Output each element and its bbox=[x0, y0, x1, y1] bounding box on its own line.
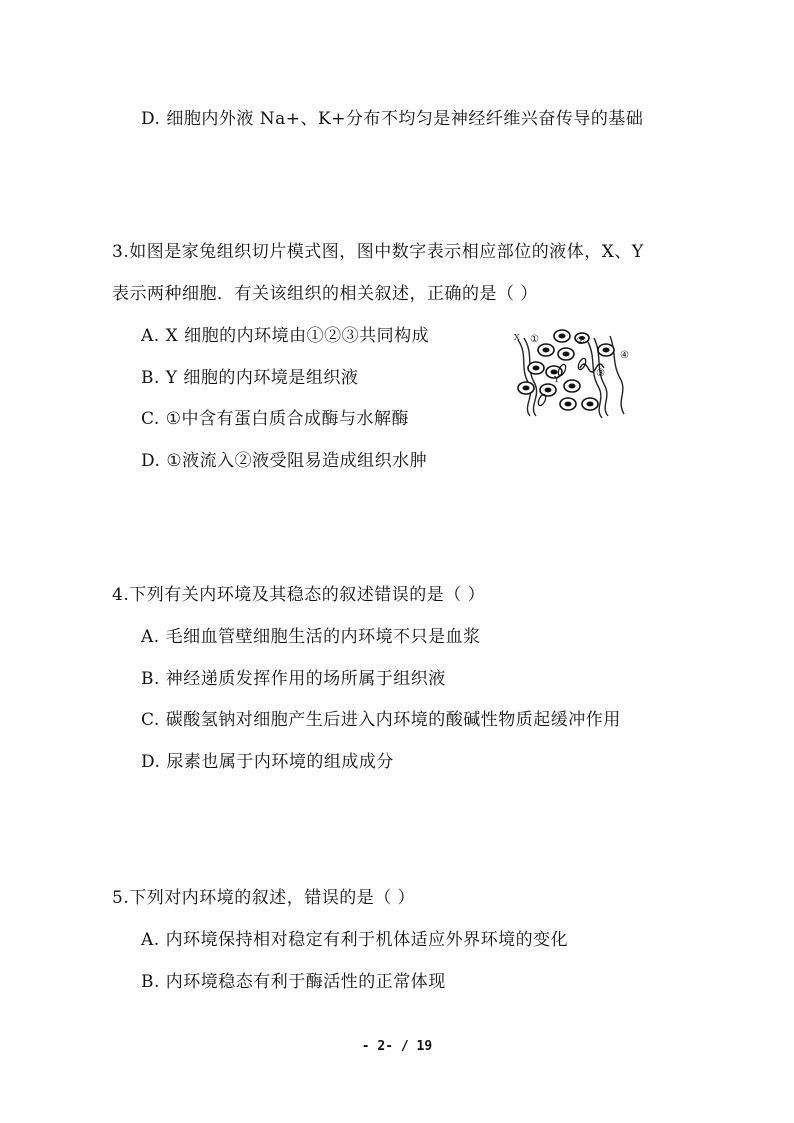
q3-option-c: C. ①中含有蛋白质合成酶与水解酶 bbox=[141, 409, 409, 429]
q2-option-d: D. 细胞内外液 Na+、K+分布不均匀是神经纤维兴奋传导的基础 bbox=[141, 109, 644, 129]
q3-option-a: A. X 细胞的内环境由①②③共同构成 bbox=[141, 326, 430, 346]
figure-label-2: ② bbox=[576, 336, 585, 347]
q4-option-b: B. 神经递质发挥作用的场所属于组织液 bbox=[141, 669, 446, 689]
page-number: - 2- / 19 bbox=[361, 1039, 433, 1054]
figure-label-x: X bbox=[514, 333, 520, 342]
q4-option-a: A. 毛细血管壁细胞生活的内环境不只是血浆 bbox=[141, 627, 481, 647]
q3-option-d: D. ①液流入②液受阻易造成组织水肿 bbox=[141, 451, 428, 471]
q4-option-d: D. 尿素也属于内环境的组成成分 bbox=[141, 752, 394, 772]
figure-label-4: ④ bbox=[620, 350, 629, 361]
q3-stem-line2: 表示两种细胞．有关该组织的相关叙述，正确的是（ ） bbox=[112, 284, 538, 304]
q3-stem-line1: 3.如图是家兔组织切片模式图，图中数字表示相应部位的液体，X、Y bbox=[112, 242, 644, 262]
figure-label-y: Y bbox=[554, 375, 560, 384]
tissue-section-diagram bbox=[510, 328, 638, 420]
q5-stem: 5.下列对内环境的叙述，错误的是（ ） bbox=[112, 888, 416, 908]
figure-label-3: ③ bbox=[596, 368, 605, 379]
figure-label-1: ① bbox=[530, 334, 539, 345]
q4-stem: 4.下列有关内环境及其稳态的叙述错误的是（ ） bbox=[112, 585, 486, 605]
q4-option-c: C. 碳酸氢钠对细胞产生后进入内环境的酸碱性物质起缓冲作用 bbox=[141, 710, 621, 730]
q5-option-a: A. 内环境保持相对稳定有利于机体适应外界环境的变化 bbox=[141, 930, 569, 950]
q5-option-b: B. 内环境稳态有利于酶活性的正常体现 bbox=[141, 972, 446, 992]
q3-option-b: B. Y 细胞的内环境是组织液 bbox=[141, 368, 359, 388]
